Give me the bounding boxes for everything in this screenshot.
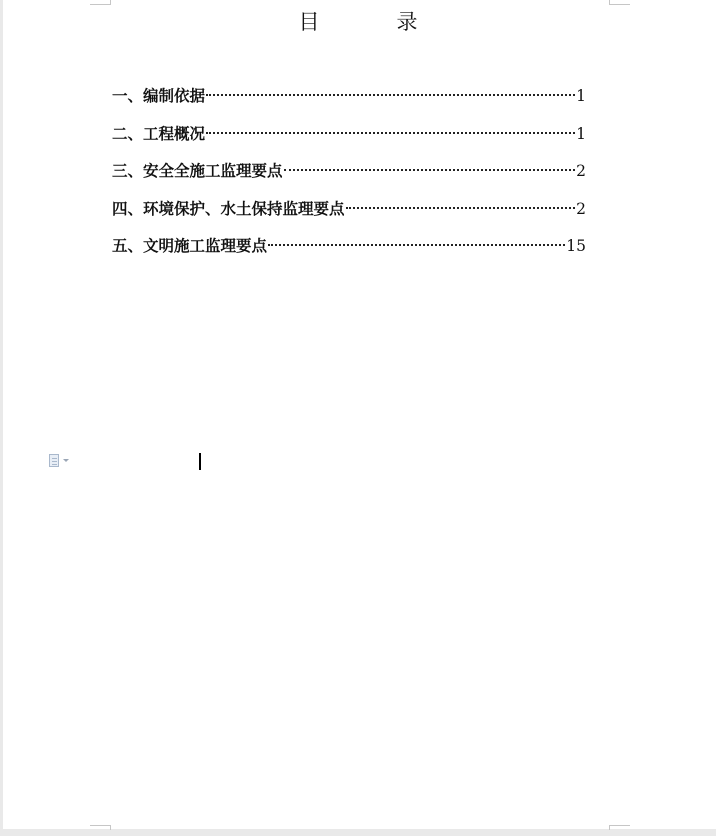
toc-entry[interactable]	[112, 197, 586, 235]
toc-entry-label[interactable]: 五、文明施工监理要点	[112, 236, 268, 255]
toc-entry-label[interactable]: 二、工程概况	[112, 123, 206, 143]
toc-leader-dots	[346, 206, 576, 209]
toc-entry[interactable]	[112, 122, 586, 160]
toc-entry-page[interactable]: 1	[576, 87, 586, 105]
toc-leader-dots	[206, 131, 575, 134]
toc-entry-page[interactable]: 2	[576, 199, 586, 218]
crop-mark-top-left	[90, 0, 111, 5]
paragraph-options-button[interactable]	[49, 452, 77, 468]
toc-leader-dots	[284, 168, 576, 171]
toc-entry-page[interactable]: 1	[576, 124, 586, 143]
crop-mark-bottom-right	[609, 825, 630, 830]
crop-mark-bottom-left	[90, 825, 111, 830]
page-gap	[0, 829, 716, 836]
toc-entry-page[interactable]: 15	[566, 237, 586, 255]
toc-entry[interactable]	[112, 84, 586, 122]
toc-entry-label[interactable]: 一、编制依据	[112, 86, 206, 105]
toc-entry-label[interactable]: 四、环境保护、水土保持监理要点	[112, 198, 345, 218]
text-cursor	[199, 453, 201, 470]
crop-mark-top-right	[609, 0, 630, 5]
toc-entry-label[interactable]: 三、安全全施工监理要点	[112, 161, 283, 180]
toc-leader-dots	[206, 93, 575, 96]
toc-entry-page[interactable]: 2	[576, 162, 586, 180]
document-icon	[49, 454, 59, 467]
toc-leader-dots	[268, 243, 565, 246]
toc-title[interactable]: 目 录	[298, 10, 446, 34]
table-of-contents	[112, 84, 586, 272]
toc-entry[interactable]	[112, 159, 586, 197]
chevron-down-icon	[63, 459, 69, 462]
toc-entry[interactable]	[112, 234, 586, 272]
